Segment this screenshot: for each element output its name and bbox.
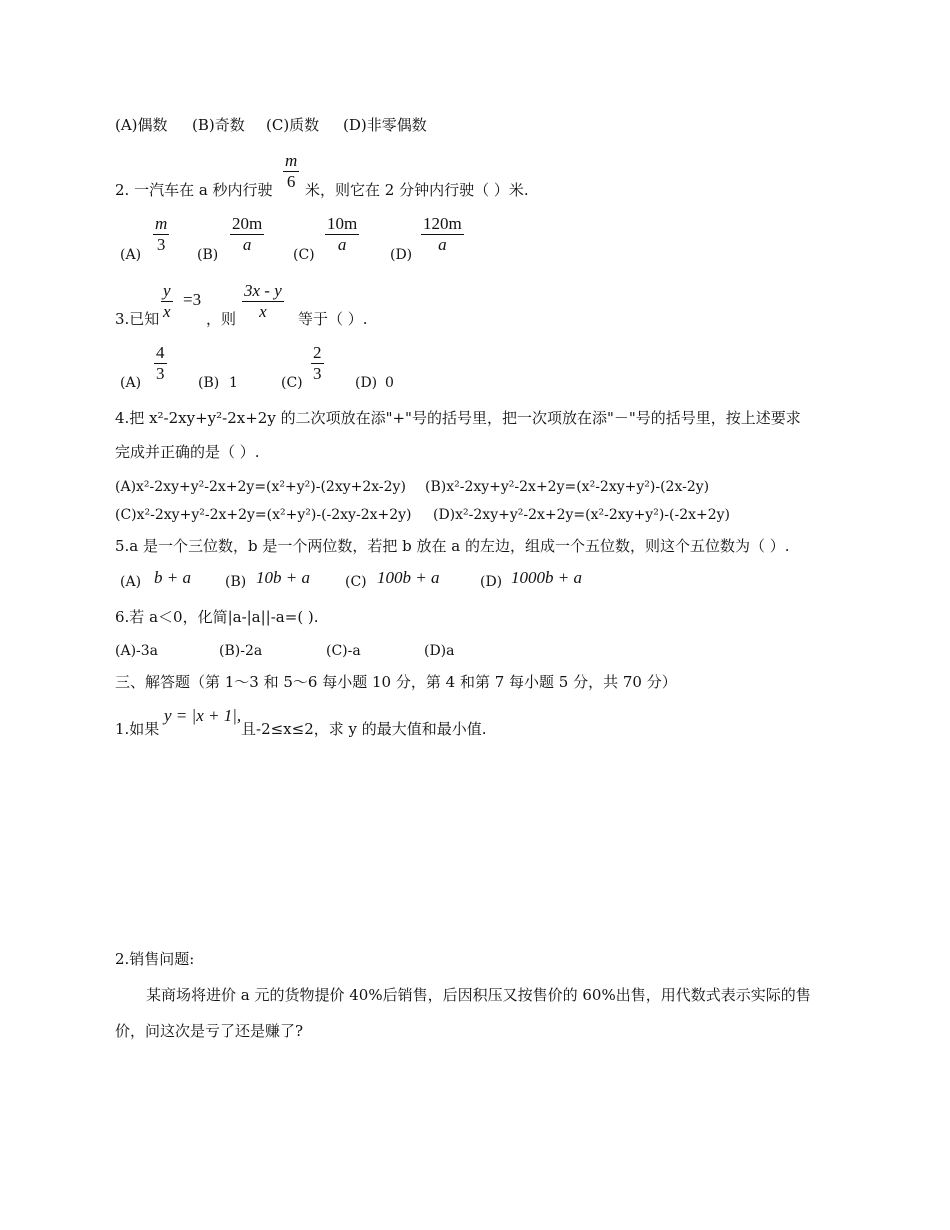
q1-option-d: (D)非零偶数 bbox=[343, 116, 427, 134]
fraction-den: 3 bbox=[313, 364, 322, 383]
q6-option-a: (A)-3a bbox=[115, 643, 159, 659]
q5-option-d-label: (D) bbox=[480, 574, 503, 590]
q2-fraction bbox=[283, 151, 299, 192]
q1-option-a: (A)偶数 bbox=[115, 116, 168, 134]
q6-option-d: (D)a bbox=[424, 643, 455, 659]
fraction-num: 10m bbox=[327, 214, 358, 233]
fraction-num: 2 bbox=[313, 343, 322, 362]
q3-given-fraction bbox=[161, 281, 173, 322]
q3-option-b-label: (B) bbox=[198, 375, 220, 391]
q2-option-c-label: (C) bbox=[293, 247, 315, 263]
q2-fraction-den: 6 bbox=[286, 172, 296, 191]
p1-suffix: 且-2≤x≤2，求 y 的最大值和最小值. bbox=[241, 720, 487, 738]
fraction-num: 3x - y bbox=[244, 281, 282, 300]
q2-option-c-fraction bbox=[325, 214, 359, 255]
q3-option-d-label: (D) bbox=[355, 375, 378, 391]
p1-prefix: 1.如果 bbox=[115, 720, 160, 738]
q3-given-eq: =3 bbox=[183, 290, 202, 309]
section-3-heading: 三、解答题（第 1～3 和 5～6 每小题 10 分，第 4 和第 7 每小题 5 分，共 70 分） bbox=[115, 673, 677, 691]
q2-option-b-label: (B) bbox=[197, 247, 219, 263]
q5-option-b-expr: 10b + a bbox=[256, 568, 310, 587]
q3-mid: ，则 bbox=[206, 310, 237, 328]
fraction-den: 3 bbox=[156, 364, 165, 383]
p2-line1: 某商场将进价 a 元的货物提价 40%后销售，后因积压又按售价的 60%出售，用代数式表示实际的售 bbox=[146, 986, 811, 1004]
fraction-num: m bbox=[155, 214, 168, 233]
p1-expr: y = |x + 1|, bbox=[164, 706, 242, 725]
q4-option-b: (B)x²-2xy+y²-2x+2y=(x²-2xy+y²)-(2x-2y) bbox=[425, 479, 710, 495]
fraction-den: a bbox=[337, 235, 347, 254]
q3-option-b-value: 1 bbox=[229, 375, 238, 391]
q5-option-d-expr: 1000b + a bbox=[511, 568, 582, 587]
q2-option-d-fraction bbox=[421, 214, 464, 255]
q3-option-a-fraction bbox=[154, 343, 167, 384]
q1-option-c: (C)质数 bbox=[266, 116, 320, 134]
q4-option-a: (A)x²-2xy+y²-2x+2y=(x²+y²)-(2xy+2x-2y) bbox=[115, 479, 406, 495]
q3-option-a-label: (A) bbox=[120, 375, 142, 391]
q5-option-c-expr: 100b + a bbox=[377, 568, 440, 587]
q2-option-b-fraction bbox=[230, 214, 264, 255]
q2-option-a-label: (A) bbox=[120, 247, 142, 263]
q5-option-a-label: (A) bbox=[120, 574, 142, 590]
q6-option-c: (C)-a bbox=[326, 643, 361, 659]
fraction-den: a bbox=[438, 235, 447, 254]
fraction-den: x bbox=[163, 302, 171, 321]
q3-expr-fraction bbox=[242, 281, 284, 322]
q2-option-a-fraction bbox=[153, 214, 169, 255]
q2-option-d-label: (D) bbox=[390, 247, 413, 263]
p2-title: 2.销售问题: bbox=[115, 950, 195, 968]
q6-option-b: (B)-2a bbox=[219, 643, 263, 659]
q4-option-c: (C)x²-2xy+y²-2x+2y=(x²+y²)-(-2xy-2x+2y) bbox=[115, 507, 412, 523]
q6-text: 6.若 a＜0，化简|a-|a||-a=( ). bbox=[115, 608, 319, 626]
fraction-den: x bbox=[259, 302, 267, 321]
q4-option-d: (D)x²-2xy+y²-2x+2y=(x²-2xy+y²)-(-2x+2y) bbox=[433, 507, 731, 523]
q4-line1: 4.把 x²-2xy+y²-2x+2y 的二次项放在添"+"号的括号里，把一次项放在添"－"号的括号里，按上述要求 bbox=[115, 409, 801, 427]
q2-prefix: 2. 一汽车在 a 秒内行驶 bbox=[115, 181, 273, 199]
fraction-num: 20m bbox=[232, 214, 263, 233]
q1-option-b: (B)奇数 bbox=[192, 116, 245, 134]
fraction-num: 4 bbox=[156, 343, 165, 362]
q5-option-c-label: (C) bbox=[345, 574, 367, 590]
fraction-num: y bbox=[163, 281, 171, 300]
p2-line2: 价，问这次是亏了还是赚了? bbox=[115, 1022, 304, 1040]
q3-option-c-label: (C) bbox=[281, 375, 303, 391]
q3-option-c-fraction bbox=[311, 343, 324, 384]
q5-option-b-label: (B) bbox=[225, 574, 247, 590]
q4-line2: 完成并正确的是（ ）. bbox=[115, 443, 260, 461]
fraction-num: 120m bbox=[423, 214, 462, 233]
q2-suffix: 米，则它在 2 分钟内行驶（ ）米. bbox=[305, 181, 529, 199]
q3-option-d-value: 0 bbox=[385, 375, 394, 391]
q3-prefix: 3.已知 bbox=[115, 310, 160, 328]
fraction-den: a bbox=[242, 235, 252, 254]
q5-text: 5.a 是一个三位数，b 是一个两位数，若把 b 放在 a 的左边，组成一个五位数，则这个五位数为（ ）. bbox=[115, 537, 790, 555]
q3-suffix: 等于（ ）. bbox=[298, 310, 368, 328]
q5-option-a-expr: b + a bbox=[154, 568, 191, 587]
fraction-den: 3 bbox=[156, 235, 166, 254]
q2-fraction-num: m bbox=[285, 151, 298, 170]
